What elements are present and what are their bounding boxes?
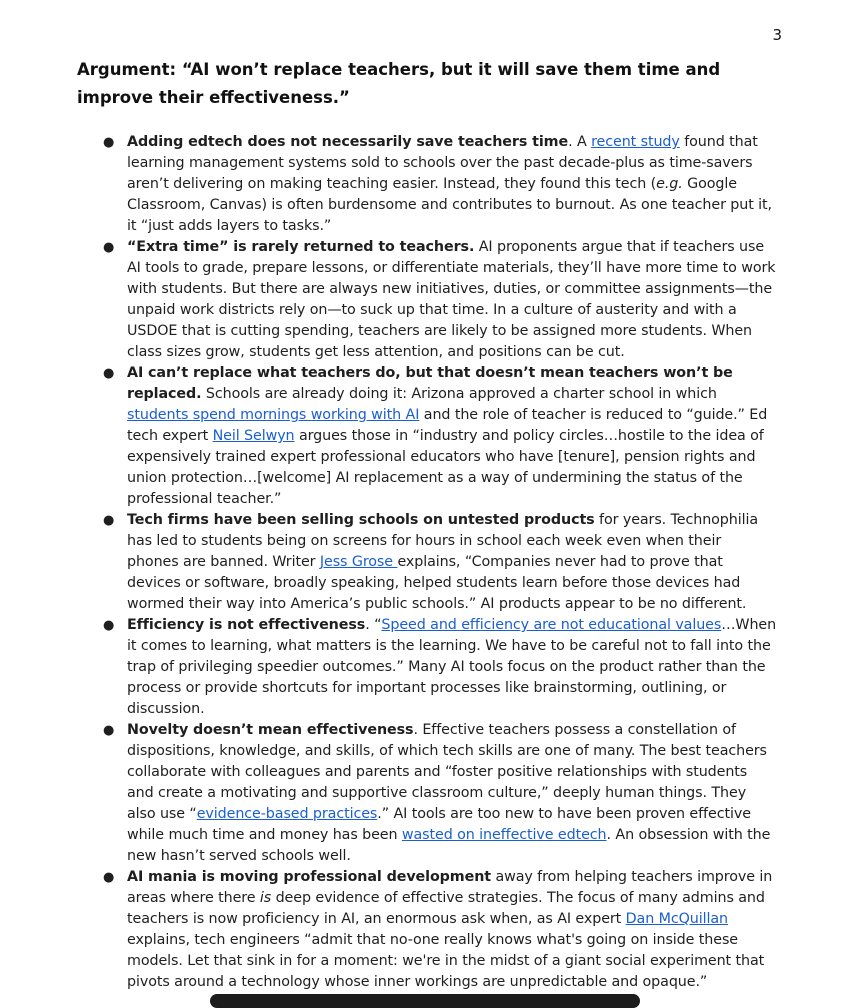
bullet-dot-icon: ● xyxy=(103,618,115,633)
bullet-time-savings xyxy=(103,132,777,237)
bullet-text: Google Classroom, Canvas) is often burdensome and contributes to burnout. As one teacher put it, it “just adds layers to tasks.” xyxy=(127,176,773,234)
bullet-dot-icon: ● xyxy=(103,240,115,255)
argument-bullet-list xyxy=(103,132,777,993)
bullet-efficiency xyxy=(103,615,777,720)
bullet-text: . An obsession with the new hasn’t served schools well. xyxy=(127,827,771,864)
bullet-text: for years. Technophilia has led to students being on screens for hours in school each week even when their phones are banned. Writer xyxy=(127,512,759,570)
bullet-heading: “Extra time” is rarely returned to teachers. xyxy=(127,239,475,255)
recent-study-link[interactable]: recent study xyxy=(591,134,680,150)
bullet-text: .” AI tools are too new to have been proven effective while much time and money has been xyxy=(127,806,751,843)
bullet-dot-icon: ● xyxy=(103,135,115,150)
bullet-text: explains, “Companies never had to prove that devices or software, broadly speaking, helped students learn before those devices had wormed their way into America’s public schools.” AI products appear to be no different. xyxy=(127,554,747,612)
bullet-dot-icon: ● xyxy=(103,723,115,738)
argument-heading: Argument: “AI won’t replace teachers, but it will save them time and improve their effectiveness.” xyxy=(77,60,721,107)
students-spend-mornings-link[interactable]: students spend mornings working with AI xyxy=(127,407,420,423)
bullet-dot-icon: ● xyxy=(103,366,115,381)
evidence-based-practices-link[interactable]: evidence-based practices xyxy=(196,806,378,822)
bullet-text: . Effective teachers possess a constellation of dispositions, knowledge, and skills, of which tech skills are one of many. The best teachers collaborate with colleagues and parents and “foster positive relationships with students and create a motivating and supportive classroom culture,” deeply human things. They also use “ xyxy=(127,722,767,822)
bullet-heading: Novelty doesn’t mean effectiveness xyxy=(127,722,414,738)
bullet-text: found that learning management systems sold to schools over the past decade-plus as time-savers aren’t delivering on making teaching easier. Instead, they found this tech ( xyxy=(127,134,758,192)
bullet-text: . “ xyxy=(365,617,382,633)
bullet-italic: e.g. xyxy=(656,176,683,192)
bullet-heading: Adding edtech does not necessarily save teachers time xyxy=(127,134,569,150)
bullet-extra-time xyxy=(103,237,777,363)
bullet-text: …When it comes to learning, what matters is the learning. We have to be careful not to fall into the trap of privileging speedier outcomes.” Many AI tools focus on the product rather than the process or provide shortcuts for important processes like brainstorming, outlining, or discussion. xyxy=(127,617,777,717)
bullet-dot-icon: ● xyxy=(103,513,115,528)
bullet-text: . A xyxy=(568,134,592,150)
bullet-untested-products xyxy=(103,510,777,615)
bullet-text: explains, tech engineers “admit that no-one really knows what's going on inside these models. Let that sink in for a moment: we're in the midst of a giant social experiment that pivots around a technology whose inner workings are unpredictable and opaque.” xyxy=(127,932,765,990)
bullet-dot-icon: ● xyxy=(103,870,115,885)
dan-mcquillan-link[interactable]: Dan McQuillan xyxy=(625,911,728,927)
bullet-replacement xyxy=(103,363,777,510)
bullet-heading: Tech firms have been selling schools on untested products xyxy=(127,512,595,528)
bullet-heading: Efficiency is not effectiveness xyxy=(127,617,366,633)
bullet-text: Schools are already doing it: Arizona approved a charter school in which xyxy=(201,386,717,402)
bullet-text: away from helping teachers improve in areas where there xyxy=(127,869,773,906)
page-number: 3 xyxy=(772,26,782,44)
bullet-text: argues those in “industry and policy circles…hostile to the idea of expensively trained expert professional educators who have [tenure], pension rights and union protection…[welcome] AI replacement as a way of undermining the status of the professional teacher.” xyxy=(127,428,764,507)
bottom-toolbar-edge xyxy=(210,994,640,1008)
bullet-novelty xyxy=(103,720,777,867)
speed-efficiency-link[interactable]: Speed and efficiency are not educational values xyxy=(381,617,722,633)
jess-grose-link[interactable]: Jess Grose xyxy=(319,554,398,570)
bullet-text: and the role of teacher is reduced to “guide.” Ed tech expert xyxy=(127,407,768,444)
bullet-italic: is xyxy=(259,890,272,906)
bullet-ai-mania xyxy=(103,867,777,993)
bullet-heading: AI can’t replace what teachers do, but that doesn’t mean teachers won’t be replaced. xyxy=(127,365,733,402)
bullet-heading: AI mania is moving professional development xyxy=(127,869,492,885)
bullet-text: deep evidence of effective strategies. The focus of many admins and teachers is now proficiency in AI, an enormous ask when, as AI expert xyxy=(127,890,765,927)
wasted-edtech-link[interactable]: wasted on ineffective edtech xyxy=(401,827,607,843)
bullet-text: AI proponents argue that if teachers use AI tools to grade, prepare lessons, or differentiate materials, they’ll have more time to work with students. But there are always new initiatives, duties, or committee assignments—the unpaid work districts rely on—to suck up that time. In a culture of austerity and with a USDOE that is cutting spending, teachers are likely to be assigned more students. When class sizes grow, students get less attention, and positions can be cut. xyxy=(127,239,776,360)
neil-selwyn-link[interactable]: Neil Selwyn xyxy=(212,428,295,444)
